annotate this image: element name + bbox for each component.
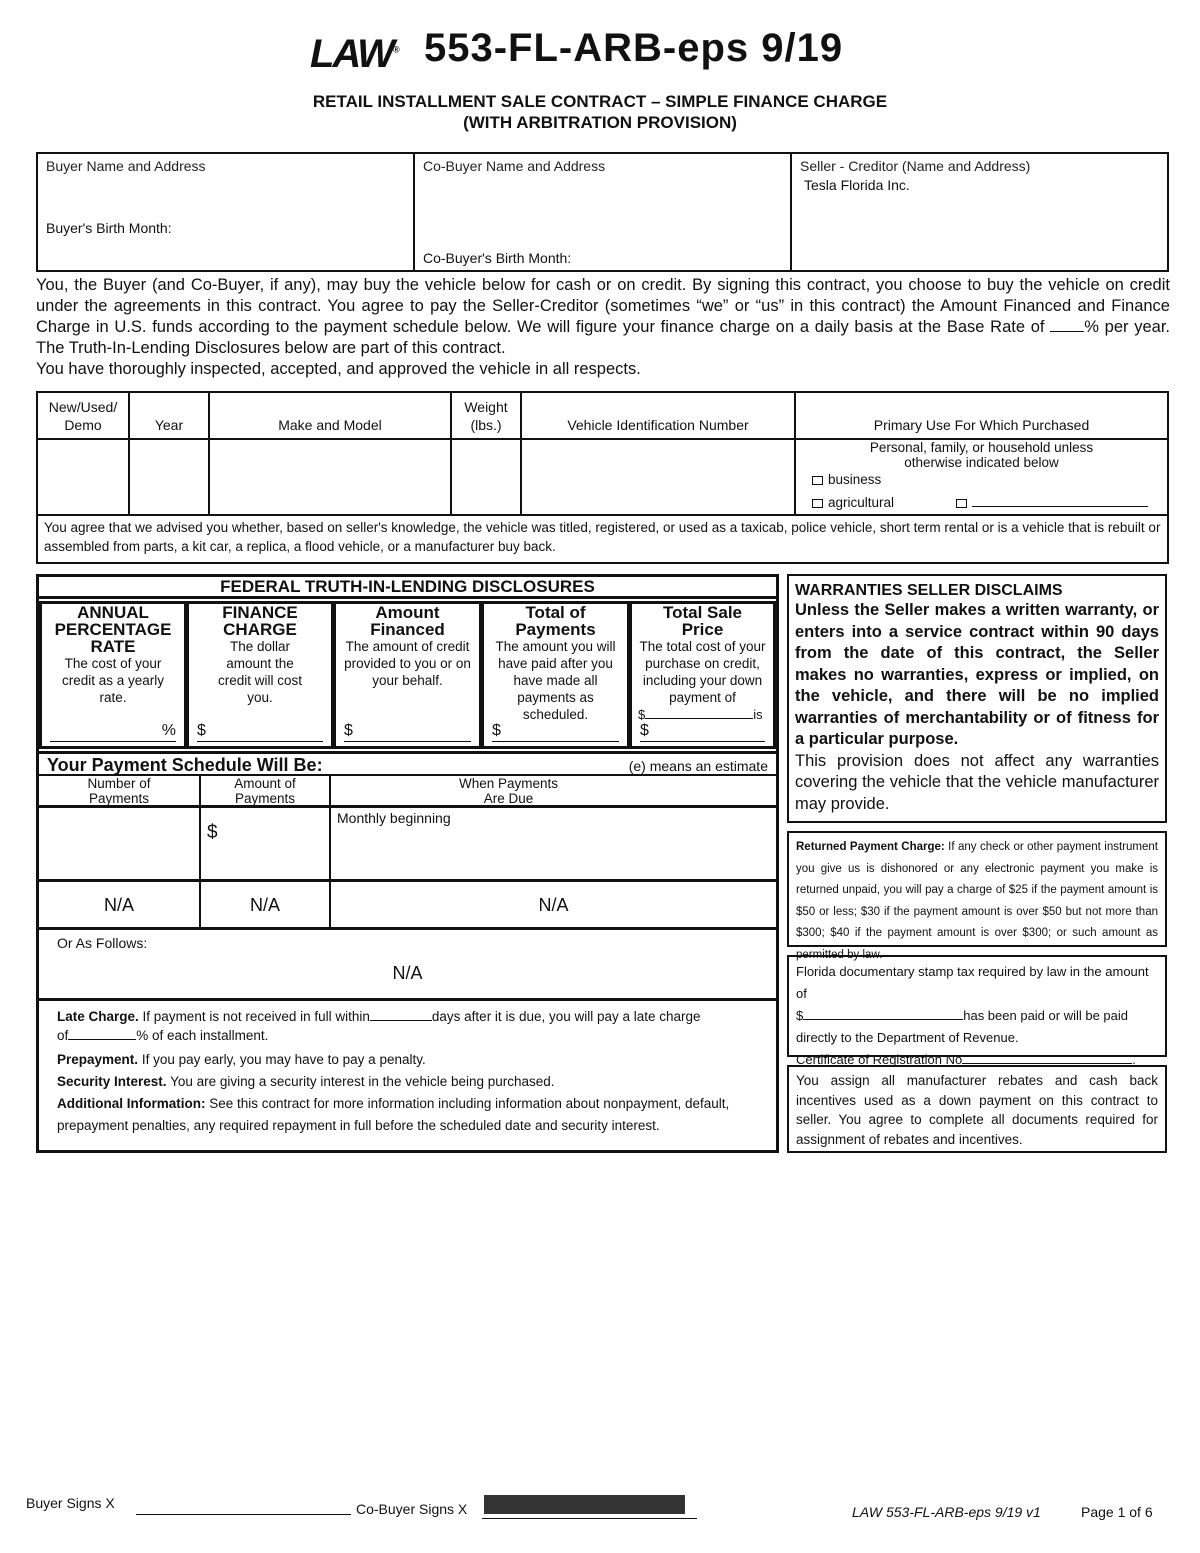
apr-box: ANNUAL PERCENTAGE RATE The cost of your credit as a yearly rate. % [39,601,187,749]
primary-use-cell: Personal, family, or household unless otherwise indicated below business agricultural [795,439,1168,515]
buyer-birth-month-label: Buyer's Birth Month: [46,220,172,236]
warranties-title: WARRANTIES SELLER DISCLAIMS [795,582,1063,599]
col-make-model: Make and Model [209,392,451,439]
payment-due-value: N/A [538,895,569,915]
cobuyer-box[interactable] [413,154,790,270]
vehicle-table [36,391,1169,516]
col-primary-use: Primary Use For Which Purchased [795,392,1168,439]
parties-section [36,152,1169,272]
warranties-bold-text: Unless the Seller makes a written warranty, or enters into a service contract within 90 days from the date of this contract, the Seller makes no warranties, express or implied, on the vehicle, and there will be no implied warranties of merchantability or of fitness for a particular purpose. [795,601,1159,748]
late-days-field[interactable] [370,1020,432,1021]
stamp-tax-amount-field[interactable] [803,1019,963,1020]
law-logo: LAW® [310,32,400,76]
total-sale-price-field[interactable]: $ [640,722,765,742]
late-charge-term: Late Charge. If payment is not received in full within days after it is due, you will pay a late charge of % of each installment. [57,1009,701,1043]
certificate-registration-line: Certificate of Registration No . [796,1052,1136,1067]
til-title: FEDERAL TRUTH-IN-LENDING DISCLOSURES [39,577,776,599]
late-percent-field[interactable] [68,1039,136,1040]
finance-charge-box: FINANCE CHARGE The dollar amount the credit will cost you. $ [186,601,334,749]
total-sale-price-box: Total Sale Price The total cost of your purchase on credit, including your down payment of $ is $ [629,601,776,749]
cobuyer-signs-label: Co-Buyer Signs X [356,1501,468,1517]
finance-charge-description: The dollar amount the credit will cost you. [217,639,303,705]
base-rate-field[interactable] [1050,331,1084,332]
security-interest-term: Security Interest. You are giving a security interest in the vehicle being purchased. [57,1074,555,1089]
amount-of-payments-cell[interactable]: $ [201,808,331,879]
form-version: LAW 553-FL-ARB-eps 9/19 v1 [852,1504,1041,1520]
schedule-row-1 [39,808,776,882]
buyer-label: Buyer Name and Address [46,158,206,174]
seller-label: Seller - Creditor (Name and Address) [800,158,1031,174]
buyer-signature-line[interactable] [136,1495,351,1515]
cobuyer-birth-month-label: Co-Buyer's Birth Month: [423,250,572,266]
warranties-disclaimer [787,574,1167,823]
redaction-bar [484,1495,685,1514]
col-amount-of-payments: Amount of Payments [201,776,331,805]
agricultural-option[interactable]: agricultural [796,495,1167,510]
vin-cell[interactable] [521,439,795,515]
new-used-cell[interactable] [37,439,129,515]
other-use-field[interactable] [972,506,1148,507]
apr-description: The cost of your credit as a yearly rate. [61,656,165,705]
certificate-number-field[interactable] [962,1063,1132,1064]
returned-payment-text: If any check or other payment instrument you give us is dishonored or any electronic payment you make is returned unpaid, you will pay a charge of $25 if the payment amount is $50 or less; $30 if the payment amount is over $50 but not more than $300; $40 if the payment amount is over $300; or such amount as permitted by law. [796,841,1158,961]
stamp-tax-line1: Florida documentary stamp tax required by law in the amount of [796,964,1149,1001]
total-payments-box: Total of Payments The amount you will have paid after you have made all payments as scheduled. $ [481,601,630,749]
stamp-tax-section [787,955,1167,1067]
finance-charge-field[interactable]: $ [197,722,323,742]
stamp-tax-line2: $ has been paid or will be paid [796,1008,1129,1023]
warranties-normal-text: This provision does not affect any warranties covering the vehicle that the vehicle manufacturer may provide. [795,751,1159,813]
make-model-cell[interactable] [209,439,451,515]
col-year: Year [129,392,209,439]
contract-title-line2: (WITH ARBITRATION PROVISION) [463,113,737,132]
total-sale-price-description: The total cost of your purchase on credit, including your down payment of [639,639,766,705]
apr-field[interactable]: % [50,722,176,742]
intro-text: You, the Buyer (and Co-Buyer, if any), may buy the vehicle below for cash or on credit. By signing this contract, you choose to buy the vehicle on credit under the agreements in this contract. You agree to pay the Seller-Creditor (sometimes “we” or “us” in this contract) the Amount Financed and Finance Charge in U.S. funds according to the payment schedule below. We will figure your finance charge on a daily basis at the Base Rate of [36,276,1170,336]
total-payments-field[interactable]: $ [492,722,619,742]
form-number: 553-FL-ARB-eps 9/19 [424,26,844,70]
vehicle-history-note: You agree that we advised you whether, based on seller's knowledge, the vehicle was titled, registered, or used as a taxicab, police vehicle, short term rental or is a vehicle that is rebuilt or assembled from parts, a kit car, a replica, a flood vehicle, or a manufacturer buy back. [36,514,1169,564]
schedule-row-2 [39,882,776,930]
schedule-col-headers [39,776,776,808]
additional-information-term: Additional Information: See this contract for more information including information about nonpayment, default, prepayment penalties, any required repayment in full before the scheduled date and security interest. [57,1096,730,1133]
col-when-due: When Payments Are Due [458,776,559,806]
rebates-assignment: You assign all manufacturer rebates and cash back incentives used as a down payment on this contract to seller. You agree to complete all documents required for assignment of rebates and incentives. [787,1065,1167,1153]
agricultural-checkbox[interactable] [812,499,823,508]
total-payments-description: The amount you will have paid after you have made all payments as scheduled. [495,639,616,722]
stamp-tax-line3: directly to the Department of Revenue. [796,1030,1019,1045]
amount-financed-description: The amount of credit provided to you or on your behalf. [344,639,471,688]
other-use-checkbox[interactable] [956,499,967,508]
amount-of-payments-value: N/A [201,882,331,927]
weight-cell[interactable] [451,439,521,515]
payment-due-cell[interactable]: Monthly beginning [337,810,451,826]
number-of-payments-cell[interactable] [39,808,201,879]
contract-title-line1: RETAIL INSTALLMENT SALE CONTRACT – SIMPLE FINANCE CHARGE [312,92,888,111]
business-option[interactable]: business [796,472,1167,487]
seller-name: Tesla Florida Inc. [804,177,910,193]
down-payment-line[interactable]: $ is [638,707,763,722]
amount-financed-field[interactable]: $ [344,722,471,742]
trademark-symbol: ® [392,44,400,55]
inspection-statement: You have thoroughly inspected, accepted, and approved the vehicle in all respects. [36,360,641,378]
col-new-used: New/Used/ Demo [37,392,129,439]
col-number-of-payments: Number of Payments [39,776,201,805]
estimate-note: (e) means an estimate [628,758,768,774]
intro-paragraph [36,275,1170,380]
payment-terms [57,1007,767,1137]
buyer-signs-label: Buyer Signs X [26,1495,115,1511]
returned-payment-charge [787,831,1167,961]
or-as-follows-value: N/A [392,963,423,983]
down-payment-field[interactable] [645,718,753,719]
returned-payment-label: Returned Payment Charge: [796,841,945,853]
seller-box[interactable] [790,154,1167,270]
page-number: Page 1 of 6 [1081,1504,1153,1520]
buyer-box[interactable] [38,154,413,270]
payment-schedule-header [39,751,776,776]
cobuyer-label: Co-Buyer Name and Address [423,158,606,174]
prepayment-term: Prepayment. If you pay early, you may have to pay a penalty. [57,1052,426,1067]
truth-in-lending-section [36,574,779,1153]
col-vin: Vehicle Identification Number [521,392,795,439]
amount-financed-box: Amount Financed The amount of credit provided to you or on your behalf. $ [333,601,482,749]
contract-title [0,91,1200,133]
number-of-payments-value: N/A [39,882,201,927]
or-as-follows-label: Or As Follows: [57,935,148,951]
business-checkbox[interactable] [812,476,823,485]
payment-schedule-title: Your Payment Schedule Will Be: [47,755,323,775]
col-weight: Weight (lbs.) [451,392,521,439]
year-cell[interactable] [129,439,209,515]
or-as-follows-section[interactable] [39,933,776,1001]
intro-text-end: % per year. The Truth-In-Lending Disclosures below are part of this contract. [36,318,1170,357]
